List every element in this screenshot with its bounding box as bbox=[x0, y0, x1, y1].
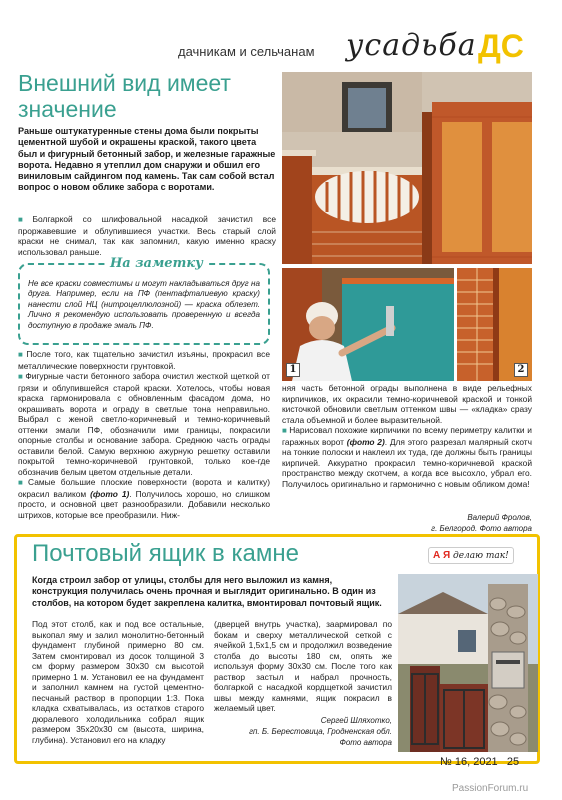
article1-paragraph: ■ Фигурные части бетонного забора очистил жесткой щеткой от грязи и облупившейся старой краски. Хотелось, чтобы новая краска гармонировала с обновленным фасадом дома, но окрашивать ворота и ограду в светлые тона неправильно. Выбрал с женой светло-коричневый и темно-коричневый оттенки эмали ПФ, обозначили ими границы, покрасили опорные столбы и основание забора. Среднюю часть ограды оставили белой. Самую верхнюю ажурную решетку оставили покрытой темно-коричневой грунтовкой, только кое-где обозначив белым цветом отдельные детали. bbox=[18, 371, 270, 477]
article2-column-left: Под этот столб, как и под все остальные, выкопал яму и залил монолитно-бетонный фундамент глубиной примерно 80 см. Затем смонтировал из досок толщиной 3 см форму размером 30х30 см высотой примерно 1 м. Установил ее на фундамент и заполнил камнем на густой цементно-песчаный раствор в пропорции 1:3. Пока кладка схватывалась, из остатков старого дюралевого холодильника собрал ящик размером 35х20х30 см (высота, ширина, глубина). Установил его на кладку bbox=[32, 619, 204, 745]
stone-pillar-illustration bbox=[398, 574, 538, 752]
gate-fence-illustration bbox=[282, 72, 532, 264]
article1-paragraph: ■ После того, как тщательно зачистил изъяны, прокрасил все металлические поверхности грунтовкой. bbox=[18, 349, 270, 371]
bullet-square-icon: ■ bbox=[18, 372, 24, 381]
issue-number: № 16, 2021 bbox=[440, 756, 498, 768]
author-place: г. Белгород. Фото автора bbox=[431, 524, 532, 533]
article1-title: Внешний вид имеет значение bbox=[18, 70, 231, 122]
photo-reference: (фото 1) bbox=[90, 488, 130, 499]
page-footer bbox=[440, 756, 519, 768]
photo-painting-gate bbox=[282, 268, 454, 381]
tip-box bbox=[18, 256, 270, 345]
article1-paragraph: ■ Самые большие плоские поверхности (ворота и калитку) окрасил валиком (фото 1). Получилось хорошо, но слишком просто, и основной цвет разнообразили. Добавили несколько штрихов, которые все преобразили. Ниж- bbox=[18, 477, 270, 520]
watermark: PassionForum.ru bbox=[452, 783, 529, 794]
photo-credit: Фото автора bbox=[339, 738, 392, 747]
section-title: усадьба bbox=[346, 28, 477, 63]
page-number: 25 bbox=[506, 756, 520, 768]
photo-reference: (фото 2) bbox=[346, 436, 385, 447]
magazine-logo: ДС bbox=[478, 28, 524, 64]
author-name: Валерий Фролов, bbox=[467, 513, 532, 522]
article2-title: Почтовый ящик в камне bbox=[32, 540, 299, 567]
article1-paragraph: ■ Нарисовал похожие кирпичики по всему периметру калитки и гаражных ворот (фото 2). Для этого разрезал малярный скотч на тонкие полоски и наклеил их туда, где должны быть границы кирпичей. Аккуратно прокрасил темно-коричневой краской пространство между скотчем, а когда все высохло, убрал его. Получилось оригинально и гармонично с новым обликом дома! bbox=[282, 425, 532, 489]
author-place: гп. Б. Берестовица, Гродненская обл. bbox=[249, 727, 392, 736]
author-name: Сергей Шляхотко, bbox=[320, 716, 392, 725]
tip-title: На заметку bbox=[106, 256, 207, 271]
bullet-square-icon: ■ bbox=[18, 350, 25, 359]
bullet-square-icon: ■ bbox=[18, 215, 31, 224]
photo-gate-fence bbox=[282, 72, 532, 264]
article1-paragraph: няя часть бетонной ограды выполнена в виде рельефных кирпичиков, их окрасили темно-коричневой краской и тонкой кисточкой обновили светлым оттенком швы — «кладка» сразу стала объемной и более выразительной. bbox=[282, 383, 532, 425]
bullet-square-icon: ■ bbox=[18, 478, 27, 487]
article2-byline bbox=[214, 715, 392, 748]
article1-column-right bbox=[282, 383, 532, 489]
rubric-badge: А Я делаю так! bbox=[428, 547, 514, 564]
tip-text: Не все краски совместимы и могут накладываться друг на друга. Например, если на ПФ (пентафталиевую краску) нанести слой НЦ (нитроцеллюлозной) — краска облезет. Лично я рекомендую использовать проверенную и всегда доступную в продаже эмаль ПФ. bbox=[28, 279, 260, 330]
photo-number: 1 bbox=[286, 363, 300, 377]
bullet-square-icon: ■ bbox=[282, 426, 288, 435]
article1-column-left bbox=[18, 349, 270, 520]
painting-illustration bbox=[282, 268, 454, 381]
section-subtitle: дачникам и сельчанам bbox=[178, 44, 315, 59]
photo-brick-pattern bbox=[457, 268, 532, 381]
article1-byline bbox=[282, 512, 532, 534]
photo-number: 2 bbox=[514, 363, 528, 377]
article2-lead: Когда строил забор от улицы, столбы для него выложил из камня, конструкция получилась очень прочная и выглядит оригинально. В один из столбов, на котором будет закреплена калитка, вмонтировал почтовый ящик. bbox=[32, 575, 382, 608]
article1-paragraph: ■ Болгаркой со шлифовальной насадкой зачистил все проржавевшие и облупившиеся участки. Весь старый слой краски не снимал, так как запомнил, какую именно краску использовал раньше. bbox=[18, 214, 276, 257]
article1-lead: Раньше оштукатуренные стены дома были покрыты цементной шубой и окрашены краской, такого цвета был и фигурный бетонный забор, и железные гаражные ворота. Недавно я утеплил дом снаружи и обшил его виниловым сайдингом под камень. Так сам собой встал вопрос о новом облике забора с воротами. bbox=[18, 126, 276, 193]
photo-stone-pillar bbox=[398, 574, 538, 752]
article2-column-right: (дверцей внутрь участка), заармировал по бокам и сверху металлической сеткой с ячейкой 1,5х1,5 см и продолжил возведение столба до высоты 180 см, опять же используя форму 30х30 см. После того как раствор застыл и набрал прочность, болгаркой с насадкой кордщеткой зачистил швы между камнями, ящик покрасил в желаемый цвет. bbox=[214, 619, 392, 713]
